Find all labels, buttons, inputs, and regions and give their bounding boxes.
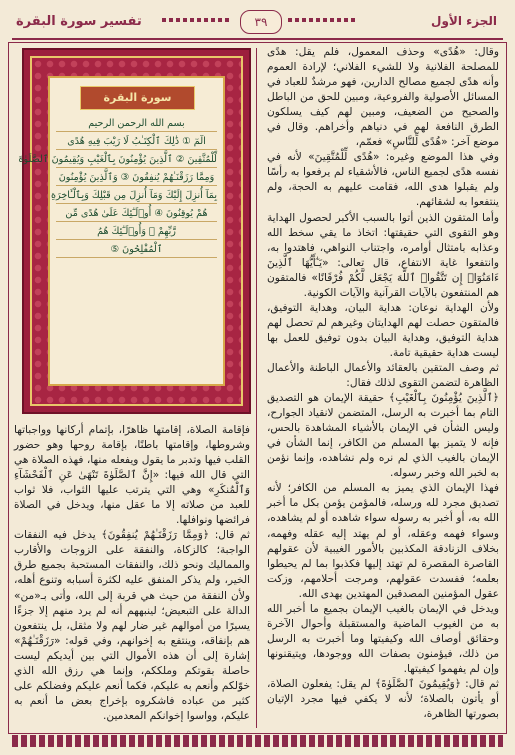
quran-line: وَمِمَّا رَزَقْنَـٰهُمْ يُنفِقُونَ ③ وَٱلَّذِينَ يُؤْمِنُونَ: [56, 170, 217, 186]
paragraph: وأما المتقون الذين أتوا بالسبب الأكبر لحصول الهداية وهو التقوى التي حقيقتها: اتخاذ ما يقي سخط الله وعذابه بامتثال أوامره، واجتناب النواهي، فاهتدوا به، وانتفعوا غاية الانتفاع، قال تعالى: «يَـٰٓأَيُّهَا ٱلَّذِينَ ءَامَنُوٓا۟ إِن تَتَّقُوا۟ ٱللَّهَ يَجْعَل لَّكُمْ فُرْقَانًا» فالمتقون هم المنتفعون بالآيات القرآنية والآيات الكونية.: [267, 211, 499, 299]
quran-line: رَّبِّهِمْ ۖ وَأُو۟لَـٰٓئِكَ هُمُ: [56, 224, 217, 240]
footer-ornament: [12, 735, 503, 747]
paragraph: ﴿ٱلَّذِينَ يُؤْمِنُونَ بِٱلْغَيْبِ﴾ حقيقة الإيمان هو التصديق التام بما أخبرت به الرسل، المتضمن لانقياد الجوارح، وليس الشأن في الإيمان بالأشياء المشاهدة بالحس، فإنه لا يتميز بها المسلم من الكافر، إنما الشأن في الإيمان بالغيب الذي لم نره ولم نشاهده، وإنما نؤمن به لخبر الله وخبر رسوله.: [267, 392, 499, 480]
paragraph: وفي هذا الموضع وغيره: «هُدًى لِّلْمُتَّقِينَ» لأنه في نفسه هدًى لجميع الناس، فالأشقياء لم يرفعوا به رأسًا ولم يقبلوا هدى الله، فقامت عليهم به الحجة، ولم ينتفعوا به لشقائهم.: [267, 151, 499, 209]
quran-text-area: [18, 76, 225, 386]
quran-line: بِمَآ أُنزِلَ إِلَيْكَ وَمَآ أُنزِلَ مِن قَبْلِكَ وَبِٱلْـَٔاخِرَةِ: [56, 188, 217, 204]
quran-line: بسم الله الرحمن الرحيم: [56, 116, 217, 132]
page-header: [12, 8, 503, 40]
quran-line: الٓمٓ ① ذَٰلِكَ ٱلْكِتَـٰبُ لَا رَيْبَ فِيهِ هُدًى: [56, 134, 217, 150]
quran-line: هُمْ يُوقِنُونَ ④ أُو۟لَـٰٓئِكَ عَلَىٰ هُدًى مِّن: [56, 206, 217, 222]
header-ornament-left: [162, 18, 232, 22]
right-text-column: [267, 45, 499, 722]
paragraph: وقال: «هُدًى» وحذف المعمول، فلم يقل: هدًى للمصلحة الفلانية ولا للشيء الفلاني؛ لإرادة العموم وأنه هدًى لجميع مصالح الدارين، فهو مرشدٌ للعباد في المسائل الأصولية والفروعية، ومبين للحق من الباطل والصحيح من الضعيف، ومبين لهم كيف يسلكون الطرق النافعة لهم في دنياهم وأخراهم. وقال في موضع آخر: «هُدًى لِّلنَّاسِ» فعمّم،: [267, 46, 499, 149]
quran-panel: [18, 48, 251, 414]
header-sura-title: تفسير سورة البقرة: [16, 14, 142, 29]
paragraph: ثم قال: ﴿وَيُقِيمُونَ ٱلصَّلَوٰةَ﴾ لم يقل: يفعلون الصلاة، أو يأتون بالصلاة؛ لأنه لا يكفي فيها مجرد الإتيان بصورتها الظاهرة،: [267, 677, 499, 721]
paragraph: ولأن الهداية نوعان: هداية البيان، وهداية التوفيق، فالمتقون حصلت لهم الهدايتان وغيرهم لم تحصل لهم هداية التوفيق، وهداية البيان بدون توفيق للعمل بها ليست هداية حقيقية تامة.: [267, 301, 499, 359]
paragraph: ويدخل في الإيمان بالغيب الإيمان بجميع ما أخبر الله به من الغيوب الماضية والمستقبلة وأحوال الآخرة وحقائق أوصاف الله وكيفيتها وما أخبرت به الرسل من ذلك، فيؤمنون بصفات الله ووجودها، ويتيقنونها وإن لم يفهموا كيفيتها.: [267, 602, 499, 675]
paragraph: فهذا الإيمان الذي يميز به المسلم من الكافر؛ لأنه تصديق مجرد لله ورسله، فالمؤمن يؤمن بكل ما أخبر الله به، أو أخبر به رسوله سواء شاهده أو لم يشاهده، وسواء فهمه وعقله، أو لم يهتد إليه عقله وفهمه، بخلاف الزنادقة المكذبين بالأمور الغيبية لأن عقولهم القاصرة المقصرة لم تهتد إليها فكذبوا بما لم يحيطوا بعلمه؛ ففسدت عقولهم، ومرجت أحلامهم، وزكت عقول المؤمنين المصدقين المهتدين بهدى الله.: [267, 482, 499, 600]
page-number: ٣٩: [240, 10, 282, 34]
sura-title-banner: سورة البقرة: [80, 86, 195, 110]
quran-line: ٱلْمُفْلِحُونَ ⑤: [56, 242, 217, 258]
header-part-title: الجزء الأول: [431, 14, 497, 28]
header-ornament-right: [288, 18, 358, 22]
quran-line: لِّلْمُتَّقِينَ ② ٱلَّذِينَ يُؤْمِنُونَ بِٱلْغَيْبِ وَيُقِيمُونَ ٱلصَّلَوٰةَ: [56, 152, 217, 168]
paragraph: ثم قال: ﴿وَمِمَّا رَزَقْنَـٰهُمْ يُنفِقُونَ﴾ يدخل فيه النفقات الواجبة؛ كالزكاة، والنفقة على الزوجات والأقارب والمماليك ونحو ذلك، والنفقات المستحبة بجميع طرق الخير، ولم يذكر المنفق عليه لكثرة أسبابه وتنوع أهله، ولأن النفقة من حيث هي قربة إلى الله، وأتى بـ«من» الدالة على التبعيض؛ لينبههم أنه لم يرد منهم إلا جزءًا يسيرًا من أموالهم غير ضار لهم ولا مثقل، بل ينتفعون هم بإنفاقه، وينتفع به إخوانهم، وفي قوله: «رَزَقْنَـٰهُمْ» إشارة إلى أن هذه الأموال التي بين أيديكم ليست حاصلة بقوتكم وملككم، وإنما هي رزق الله الذي خوّلكم وأنعم به عليكم، فكما أنعم عليكم وفضلكم على كثير من عباده فاشكروه بإخراج بعض ما أنعم به عليكم، وواسوا إخوانكم المعدمين.: [14, 529, 250, 722]
left-text-column: [14, 423, 250, 724]
paragraph: فإقامة الصلاة، إقامتها ظاهرًا، بإتمام أركانها وواجباتها وشروطها، وإقامتها باطنًا، بإقامة روحها وهو حضور القلب فيها وتدبر ما يقول ويفعله منها، فهذه الصلاة هي التي قال الله فيها: «إِنَّ ٱلصَّلَوٰةَ تَنْهَىٰ عَنِ ٱلْفَحْشَآءِ وَٱلْمُنكَرِ» وهي التي يترتب عليها الثواب، فلا ثواب للعبد من صلاته إلا ما عقل منها، ويدخل في الصلاة فرائضها ونوافلها.: [14, 424, 250, 527]
column-divider: [256, 48, 257, 728]
paragraph: ثم وصف المتقين بالعقائد والأعمال الباطنة والأعمال الظاهرة لتضمن التقوى لذلك فقال:: [267, 361, 499, 390]
